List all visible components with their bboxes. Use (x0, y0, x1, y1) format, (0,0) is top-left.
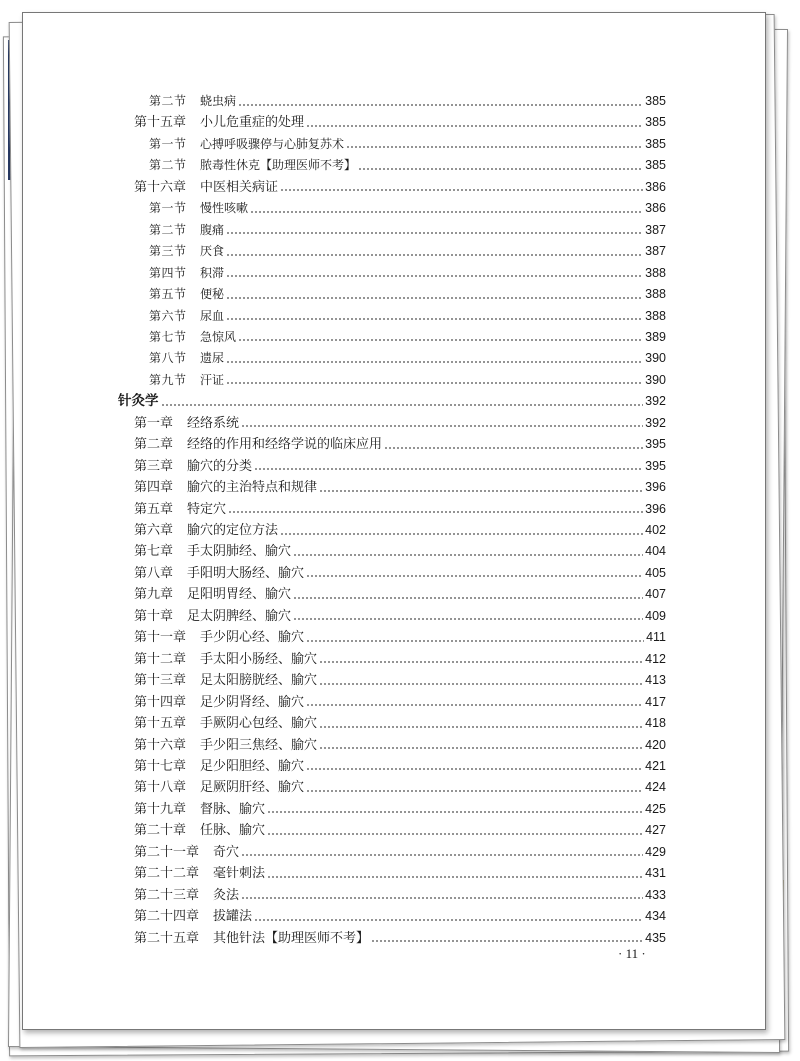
dot-leader (358, 168, 643, 170)
toc-entry-label: 第三节 (149, 244, 187, 259)
dot-leader (238, 339, 643, 341)
toc-entry-label: 第十四章 (134, 694, 187, 710)
toc-entry-title: 中医相关病证 (200, 179, 279, 195)
dot-leader (319, 747, 643, 749)
toc-entry-label: 第一章 (134, 415, 174, 431)
toc-entry-title: 经络系统 (187, 415, 240, 431)
dot-leader (306, 640, 644, 642)
toc-entry-page: 431 (645, 866, 666, 881)
toc-entry-title: 慢性咳嗽 (200, 201, 249, 216)
toc-entry-page: 390 (645, 351, 666, 366)
toc-entry-label: 第二十一章 (134, 844, 200, 860)
toc-entry[interactable] (149, 155, 666, 176)
toc-entry-page: 429 (645, 844, 666, 859)
toc-entry-page: 388 (645, 308, 666, 323)
toc-entry-page: 385 (645, 94, 666, 108)
toc-entry-title: 任脉、腧穴 (200, 823, 266, 839)
dot-leader (306, 768, 643, 770)
toc-entry[interactable] (134, 885, 666, 906)
toc-entry-page: 417 (645, 694, 666, 709)
dot-leader (226, 382, 643, 384)
toc-entry-title: 积滞 (200, 265, 225, 280)
toc-entry-page: 395 (645, 437, 666, 452)
dot-leader (306, 575, 643, 577)
toc-entry[interactable] (134, 177, 666, 198)
toc-entry[interactable] (149, 327, 666, 348)
toc-entry[interactable] (134, 692, 666, 713)
toc-entry[interactable] (134, 627, 666, 648)
toc-entry-title: 尿血 (200, 308, 225, 323)
toc-entry-title: 足太阴脾经、腧穴 (187, 608, 292, 624)
toc-entry[interactable] (134, 735, 666, 756)
dot-leader (293, 597, 643, 599)
toc-entry-label: 第八节 (149, 351, 187, 366)
toc-entry[interactable] (149, 134, 666, 155)
toc-entry-title: 手厥阴心包经、腧穴 (200, 716, 318, 732)
toc-entry-title: 拔罐法 (213, 909, 253, 925)
dot-leader (319, 726, 643, 728)
toc-entry-title: 针灸学 (118, 393, 159, 410)
dot-leader (267, 833, 643, 835)
toc-entry-label: 第十五章 (134, 716, 187, 732)
toc-entry-page: 396 (645, 480, 666, 495)
toc-entry[interactable] (134, 670, 666, 691)
toc-entry-title: 手太阴肺经、腧穴 (187, 544, 292, 560)
toc-entry-label: 第二十五章 (134, 930, 200, 946)
toc-entry-page: 427 (645, 823, 666, 838)
toc-entry-title: 遗尿 (200, 351, 225, 366)
toc-entry[interactable] (134, 413, 666, 434)
toc-entry-title: 心搏呼吸骤停与心肺复苏术 (200, 136, 345, 151)
toc-entry-title: 足太阳膀胱经、腧穴 (200, 673, 318, 689)
toc-entry-label: 第十一章 (134, 630, 187, 646)
dot-leader (267, 876, 643, 878)
toc-entry[interactable] (134, 756, 666, 777)
toc-entry-page: 388 (645, 287, 666, 302)
toc-entry-title: 腹痛 (200, 222, 225, 237)
dot-leader (306, 704, 643, 706)
toc-entry-title: 足厥阴肝经、腧穴 (200, 780, 305, 796)
toc-entry-label: 第十三章 (134, 673, 187, 689)
toc-entry-label: 第四节 (149, 265, 187, 280)
dot-leader (319, 683, 643, 685)
toc-entry[interactable] (149, 306, 666, 327)
dot-leader (306, 125, 643, 127)
toc-entry-label: 第十章 (134, 608, 174, 624)
toc-entry-page: 387 (645, 222, 666, 237)
toc-entry[interactable] (134, 713, 666, 734)
toc-entry[interactable] (134, 928, 666, 949)
toc-entry-label: 第六章 (134, 523, 174, 538)
toc-entry-page: 390 (645, 372, 666, 387)
dot-leader (226, 254, 643, 256)
toc-entry-page: 404 (645, 544, 666, 559)
toc-entry-title: 奇穴 (213, 844, 240, 860)
toc-entry-label: 第九章 (134, 587, 174, 603)
toc-entry-label: 第二章 (134, 437, 174, 453)
toc-entry-page: 395 (645, 458, 666, 473)
dot-leader (238, 104, 643, 106)
toc-entry-title: 手少阳三焦经、腧穴 (200, 737, 318, 753)
toc-entry-label: 第七节 (149, 329, 187, 344)
dot-leader (241, 897, 643, 899)
toc-entry-label: 第十九章 (134, 801, 187, 817)
toc-entry[interactable] (134, 477, 666, 498)
dot-leader (371, 940, 643, 942)
toc-entry-label: 第二节 (149, 158, 187, 173)
toc-entry-page: 392 (645, 394, 666, 409)
toc-entry-page: 424 (645, 780, 666, 795)
dot-leader (319, 661, 643, 663)
dot-leader (254, 468, 643, 470)
dot-leader (293, 618, 643, 620)
toc-entry-label: 第五节 (149, 287, 187, 302)
toc-entry-title: 蛲虫病 (200, 94, 237, 108)
toc-entry-title: 足少阳胆经、腧穴 (200, 758, 305, 774)
toc-entry-title: 急惊风 (200, 329, 237, 344)
toc-entry-page: 413 (645, 673, 666, 688)
dot-leader (280, 189, 643, 191)
toc-entry[interactable] (134, 499, 666, 520)
toc-entry-page: 418 (645, 716, 666, 731)
toc-entry-page: 412 (645, 651, 666, 666)
toc-entry[interactable] (118, 391, 666, 412)
toc-entry-title: 手阳明大肠经、腧穴 (187, 565, 305, 581)
toc-entry[interactable] (134, 863, 666, 884)
toc-entry-label: 第三章 (134, 458, 174, 474)
dot-leader (226, 318, 643, 320)
toc-entry-title: 足阳明胃经、腧穴 (187, 587, 292, 603)
toc-entry-label: 第十六章 (134, 737, 187, 753)
toc-entry-page: 388 (645, 265, 666, 280)
toc-entry[interactable] (134, 520, 666, 541)
toc-entry-title: 灸法 (213, 887, 240, 903)
toc-entry-page: 407 (645, 587, 666, 602)
toc-entry-label: 第二十三章 (134, 887, 200, 903)
toc-entry[interactable] (149, 263, 666, 284)
toc-entry-label: 第八章 (134, 565, 174, 581)
toc-entry-title: 手太阳小肠经、腧穴 (200, 651, 318, 667)
toc-entry-label: 第四章 (134, 480, 174, 496)
toc-entry-label: 第五章 (134, 501, 174, 517)
toc-entry-title: 手少阴心经、腧穴 (200, 630, 305, 646)
dot-leader (161, 404, 644, 406)
toc-entry-title: 汗证 (200, 372, 225, 387)
toc-entry-page: 396 (645, 501, 666, 516)
dot-leader (267, 811, 643, 813)
toc-entry-label: 第二十二章 (134, 866, 200, 882)
toc-entry-page: 386 (645, 179, 666, 194)
toc-entry-label: 第九节 (149, 372, 187, 387)
document-page (22, 12, 766, 1030)
dot-leader (346, 146, 643, 148)
toc-entry-title: 厌食 (200, 244, 225, 259)
toc-entry[interactable] (134, 456, 666, 477)
toc-entry-title: 督脉、腧穴 (200, 801, 266, 817)
toc-entry[interactable] (134, 906, 666, 927)
toc-entry[interactable] (149, 370, 666, 391)
dot-leader (241, 854, 643, 856)
toc-entry-title: 腧穴的定位方法 (187, 523, 279, 538)
toc-entry[interactable] (149, 91, 666, 112)
toc-entry-page: 433 (645, 887, 666, 902)
toc-entry[interactable] (134, 112, 666, 133)
toc-entry[interactable] (134, 820, 666, 841)
toc-entry-title: 经络的作用和经络学说的临床应用 (187, 437, 383, 453)
toc-entry-page: 402 (645, 523, 666, 537)
toc-entry[interactable] (134, 799, 666, 820)
toc-entry-page: 435 (645, 930, 666, 945)
toc-entry[interactable] (134, 606, 666, 627)
dot-leader (280, 533, 643, 535)
toc-entry-title: 腧穴的主治特点和规律 (187, 480, 318, 496)
dot-leader (226, 232, 643, 234)
toc-entry-label: 第十六章 (134, 179, 187, 195)
toc-entry-label: 第六节 (149, 308, 187, 323)
toc-entry-page: 385 (645, 136, 666, 151)
toc-entry[interactable] (134, 563, 666, 584)
toc-entry[interactable] (149, 284, 666, 305)
dot-leader (226, 361, 643, 363)
toc-entry[interactable] (134, 434, 666, 455)
toc-entry-title: 小儿危重症的处理 (200, 115, 305, 131)
dot-leader (306, 790, 643, 792)
toc-entry-label: 第二节 (149, 222, 187, 237)
toc-entry-label: 第二十四章 (134, 909, 200, 925)
toc-entry-label: 第一节 (149, 136, 187, 151)
toc-entry[interactable] (134, 541, 666, 562)
toc-entry[interactable] (149, 241, 666, 262)
toc-entry-label: 第十五章 (134, 115, 187, 131)
toc-entry[interactable] (134, 649, 666, 670)
dot-leader (226, 297, 643, 299)
toc-entry-title: 毫针刺法 (213, 866, 266, 882)
page-number: · 11 · (618, 946, 646, 961)
toc-entry[interactable] (149, 220, 666, 241)
toc-entry-page: 411 (646, 630, 666, 645)
toc-entry-page: 405 (645, 565, 666, 580)
dot-leader (241, 425, 643, 427)
toc-entry[interactable] (149, 198, 666, 219)
toc-entry-label: 第十八章 (134, 780, 187, 796)
toc-entry-page: 385 (645, 158, 666, 173)
toc-entry-label: 第七章 (134, 544, 174, 560)
toc-entry-title: 便秘 (200, 287, 225, 302)
toc-entry[interactable] (134, 842, 666, 863)
toc-entry-page: 434 (645, 909, 666, 924)
toc-entry-page: 409 (645, 608, 666, 623)
dot-leader (228, 511, 643, 513)
toc-entry-title: 其他针法【助理医师不考】 (213, 930, 370, 946)
toc-entry-label: 第十七章 (134, 758, 187, 774)
toc-entry-page: 420 (645, 737, 666, 752)
toc-entry-page: 385 (645, 115, 666, 130)
toc-entry[interactable] (134, 584, 666, 605)
dot-leader (293, 554, 643, 556)
dot-leader (384, 447, 643, 449)
toc-entry[interactable] (149, 348, 666, 369)
toc-entry-page: 421 (645, 758, 666, 773)
toc-entry-title: 腧穴的分类 (187, 458, 253, 474)
toc-entry-page: 386 (645, 201, 666, 216)
dot-leader (319, 490, 643, 492)
toc-entry-page: 392 (645, 415, 666, 430)
dot-leader (226, 275, 643, 277)
toc-entry-label: 第一节 (149, 201, 187, 216)
toc-entry-label: 第二十章 (134, 823, 187, 839)
toc-entry[interactable] (134, 777, 666, 798)
dot-leader (254, 919, 643, 921)
toc-entry-page: 425 (645, 801, 666, 816)
toc-entry-page: 389 (645, 329, 666, 344)
toc-entry-title: 特定穴 (187, 501, 227, 517)
toc-entry-title: 足少阴肾经、腧穴 (200, 694, 305, 710)
toc-entry-title: 脓毒性休克【助理医师不考】 (200, 158, 357, 173)
dot-leader (250, 211, 643, 213)
toc-entry-page: 387 (645, 244, 666, 259)
toc-entry-label: 第二节 (149, 94, 187, 108)
toc-entry-label: 第十二章 (134, 651, 187, 667)
